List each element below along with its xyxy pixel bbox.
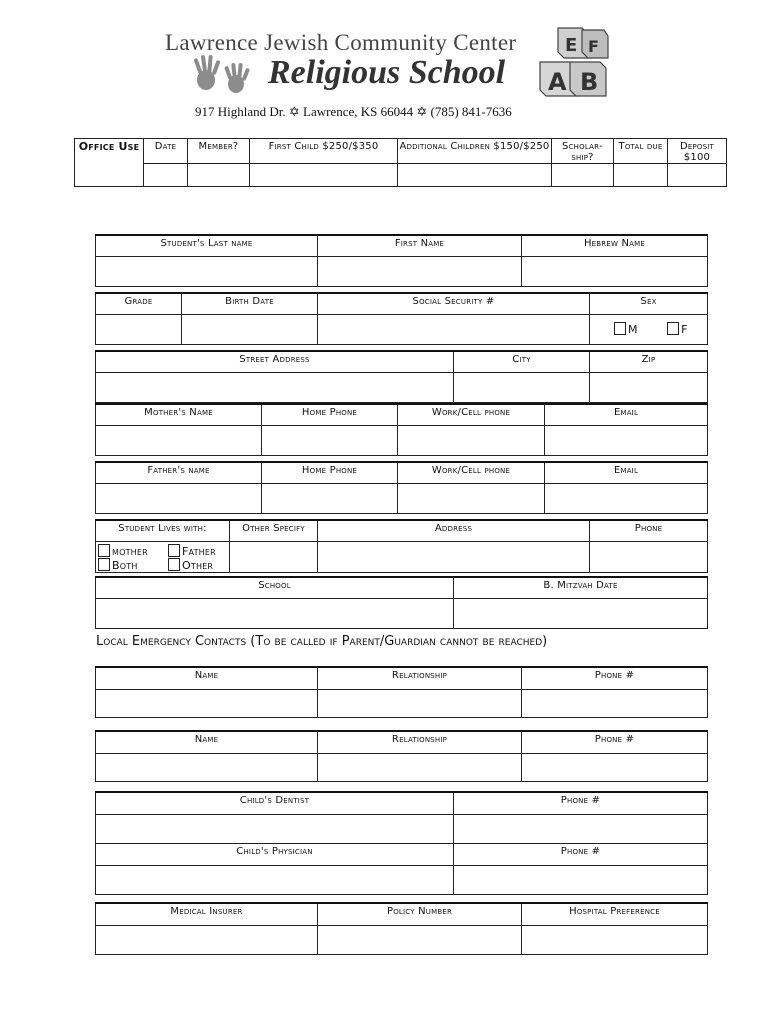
policy-number-label: Policy Number [318, 903, 522, 925]
emergency-2-phone-field[interactable] [522, 753, 708, 781]
street-address-label: Street Address [96, 351, 454, 372]
first-name-field[interactable] [318, 256, 522, 286]
address-table [95, 350, 708, 403]
medical-insurer-label: Medical Insurer [96, 903, 318, 925]
mother-home-phone-label: Home Phone [262, 404, 398, 425]
father-email-field[interactable] [545, 483, 708, 513]
mother-work-phone-field[interactable] [398, 425, 545, 455]
alphabet-blocks-logo [530, 24, 610, 104]
dentist-label: Child's Dentist [96, 792, 454, 814]
logo-letter: E [565, 35, 578, 56]
emergency-1-phone-field[interactable] [522, 689, 708, 717]
student-details-table [95, 292, 708, 345]
city-field[interactable] [454, 372, 590, 402]
hebrew-name-label: Hebrew Name [522, 235, 708, 256]
father-home-phone-field[interactable] [262, 483, 398, 513]
insurance-table [95, 902, 708, 955]
dentist-phone-field[interactable] [454, 814, 708, 843]
mother-email-field[interactable] [545, 425, 708, 455]
emergency-contacts-title: Local Emergency Contacts (To be called if Parent/Guardian cannot be reached) [96, 634, 548, 649]
mother-checkbox[interactable] [98, 544, 110, 557]
logo-letter: B [580, 68, 599, 96]
father-checkbox[interactable] [168, 544, 180, 557]
emergency-2-name-label: Name [96, 731, 318, 753]
hospital-preference-field[interactable] [522, 925, 708, 954]
hospital-preference-label: Hospital Preference [522, 903, 708, 925]
zip-label: Zip [590, 351, 708, 372]
school-address: 917 Highland Dr. ✡ Lawrence, KS 66044 ✡ (785) 841-7636 [195, 104, 512, 119]
hebrew-name-field[interactable] [522, 256, 708, 286]
first-name-label: First Name [318, 235, 522, 256]
physician-field[interactable] [96, 865, 454, 894]
total-due-label: Total due [614, 139, 668, 164]
mother-work-phone-label: Work/Cell phone [398, 404, 545, 425]
date-field[interactable] [144, 164, 188, 187]
lives-with-address-label: Address [318, 520, 590, 541]
dentist-field[interactable] [96, 814, 454, 843]
policy-number-field[interactable] [318, 925, 522, 954]
emergency-1-name-label: Name [96, 667, 318, 689]
deposit-label: Deposit $100 [668, 139, 727, 164]
student-last-name-field[interactable] [96, 256, 318, 286]
member-label: Member? [188, 139, 250, 164]
both-checkbox[interactable] [98, 558, 110, 571]
father-name-label: Father's name [96, 462, 262, 483]
lives-with-label: Student Lives with: [96, 520, 230, 541]
zip-field[interactable] [590, 372, 708, 402]
school-label: School [96, 577, 454, 598]
other-specify-label: Other Specify [230, 520, 318, 541]
school-name: Religious School [268, 54, 506, 91]
lives-with-phone-field[interactable] [590, 541, 708, 572]
street-address-field[interactable] [96, 372, 454, 402]
lives-with-phone-label: Phone [590, 520, 708, 541]
mitzvah-date-label: B. Mitzvah Date [454, 577, 708, 598]
grade-field[interactable] [96, 314, 182, 344]
handprints-logo [188, 50, 258, 100]
city-label: City [454, 351, 590, 372]
logo-letter: F [588, 37, 599, 56]
school-field[interactable] [96, 598, 454, 628]
first-child-fee-field[interactable] [250, 164, 398, 187]
both-option-label: Both [112, 558, 138, 572]
deposit-field[interactable] [668, 164, 727, 187]
mother-name-field[interactable] [96, 425, 262, 455]
father-work-phone-label: Work/Cell phone [398, 462, 545, 483]
social-security-label: Social Security # [318, 293, 590, 314]
emergency-contact-2-table [95, 730, 708, 782]
dentist-physician-table [95, 791, 708, 895]
father-table [95, 461, 708, 514]
mitzvah-date-field[interactable] [454, 598, 708, 628]
sex-label: Sex [590, 293, 708, 314]
other-specify-field[interactable] [230, 541, 318, 572]
father-name-field[interactable] [96, 483, 262, 513]
father-email-label: Email [545, 462, 708, 483]
emergency-1-name-field[interactable] [96, 689, 318, 717]
birth-date-field[interactable] [182, 314, 318, 344]
physician-phone-field[interactable] [454, 865, 708, 894]
physician-phone-label: Phone # [454, 843, 708, 865]
member-field[interactable] [188, 164, 250, 187]
father-home-phone-label: Home Phone [262, 462, 398, 483]
social-security-field[interactable] [318, 314, 590, 344]
office-use-label: Office Use [75, 139, 144, 187]
father-option-label: Father [182, 544, 216, 558]
total-due-field[interactable] [614, 164, 668, 187]
student-last-name-label: Student's Last name [96, 235, 318, 256]
sex-f-checkbox[interactable] [667, 322, 679, 335]
emergency-2-relationship-field[interactable] [318, 753, 522, 781]
mother-name-label: Mother's Name [96, 404, 262, 425]
father-work-phone-field[interactable] [398, 483, 545, 513]
student-name-table [95, 234, 708, 287]
lives-with-options [96, 541, 230, 572]
emergency-2-name-field[interactable] [96, 753, 318, 781]
medical-insurer-field[interactable] [96, 925, 318, 954]
additional-children-fee-label: Additional Children $150/$250 [398, 139, 552, 164]
office-use-table [74, 138, 727, 187]
sex-m-checkbox[interactable] [614, 322, 626, 335]
other-option-label: Other [182, 558, 214, 572]
sex-options [590, 314, 708, 344]
dentist-phone-label: Phone # [454, 792, 708, 814]
school-table [95, 576, 708, 629]
grade-label: Grade [96, 293, 182, 314]
physician-label: Child's Physician [96, 843, 454, 865]
birth-date-label: Birth Date [182, 293, 318, 314]
lives-with-address-field[interactable] [318, 541, 590, 572]
logo-letter: A [548, 68, 567, 96]
lives-with-table [95, 519, 708, 573]
emergency-contact-1-table [95, 666, 708, 718]
scholarship-field[interactable] [552, 164, 614, 187]
sex-f-label: F [681, 322, 688, 336]
scholarship-label: Scholar-ship? [552, 139, 614, 164]
mother-option-label: mother [112, 544, 148, 558]
emergency-2-phone-label: Phone # [522, 731, 708, 753]
org-name: Lawrence Jewish Community Center [165, 30, 517, 55]
date-label: Date [144, 139, 188, 164]
mother-home-phone-field[interactable] [262, 425, 398, 455]
mother-table [95, 403, 708, 456]
emergency-2-relationship-label: Relationship [318, 731, 522, 753]
emergency-1-relationship-field[interactable] [318, 689, 522, 717]
mother-email-label: Email [545, 404, 708, 425]
sex-m-label: M [628, 322, 638, 336]
other-checkbox[interactable] [168, 558, 180, 571]
first-child-fee-label: First Child $250/$350 [250, 139, 398, 164]
emergency-1-phone-label: Phone # [522, 667, 708, 689]
emergency-1-relationship-label: Relationship [318, 667, 522, 689]
additional-children-fee-field[interactable] [398, 164, 552, 187]
